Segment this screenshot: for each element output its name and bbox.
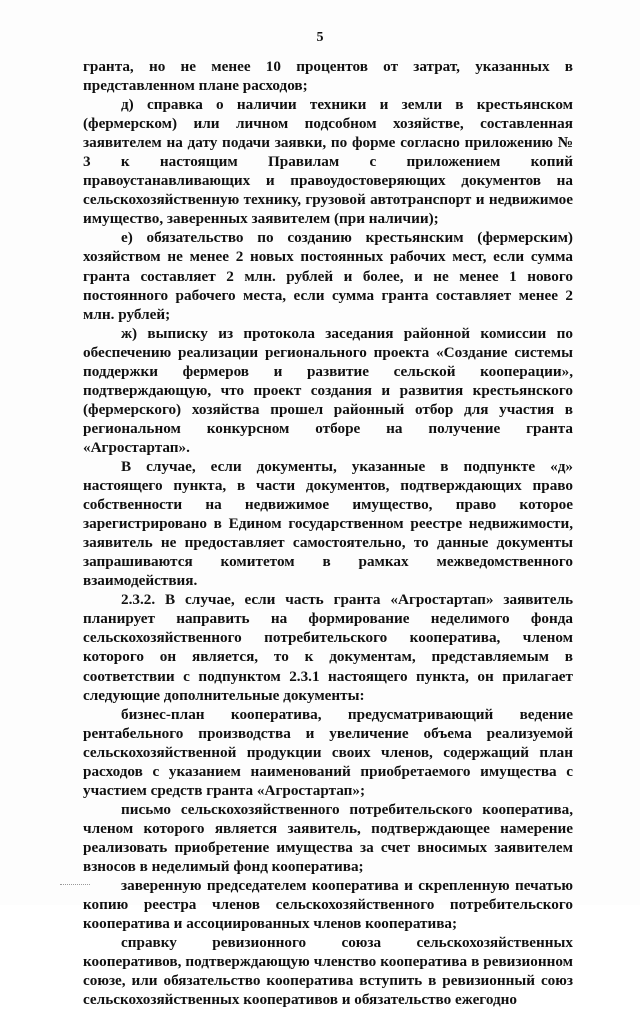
paragraph-item-d: д) справка о наличии техники и земли в крестьянском (фермерском) или личном подсобном хозяйстве, составленная заявителем на дату подачи заявки, по форме согласно приложению № 3 к настоящим Правилам с приложением копий правоустанавливающих и правоудостоверяющих документов на сельскохозяйственную технику, грузовой автотранспорт и недвижимое имущество, заверенных заявителем (при наличии);: [83, 96, 573, 228]
paragraph-interagency-request: В случае, если документы, указанные в подпункте «д» настоящего пункта, в части документов, подтверждающих право собственности на недвижимое имущество, право которое зарегистрировано в Едином государственном реестре недвижимости, заявитель не предоставляет самостоятельно, то данные документы запрашиваются комитетом в рамках межведомственного взаимодействия.: [83, 457, 573, 590]
paragraph-2-3-2: 2.3.2. В случае, если часть гранта «Агростартап» заявитель планирует направить на формирование неделимого фонда сельскохозяйственного потребительского кооператива, членом которого он является, то к документам, представляемым в соответствии с подпунктом 2.3.1 настоящего пункта, он прилагает следующие дополнительные документы:: [83, 591, 573, 704]
paragraph-business-plan: бизнес-план кооператива, предусматривающий ведение рентабельного производства и увеличение объема реализуемой сельскохозяйственной продукции своих членов, содержащий план расходов с указанием наименований приобретаемого имущества с участием средств гранта «Агростартап»;: [83, 705, 573, 799]
scan-artifact: [60, 884, 90, 888]
paragraph-cooperative-letter: письмо сельскохозяйственного потребительского кооператива, членом которого является заявитель, подтверждающее намерение реализовать приобретение имущества за счет вносимых заявителем взносов в неделимый фонд кооператива;: [83, 800, 573, 875]
document-body: [83, 57, 573, 1009]
page-number: 5: [316, 30, 324, 45]
paragraph-item-e: е) обязательство по созданию крестьянским (фермерским) хозяйством не менее 2 новых постоянных рабочих мест, если сумма гранта составляет 2 млн. рублей и более, и не менее 1 нового постоянного рабочего места, если сумма гранта составляет менее 2 млн. рублей;: [83, 229, 573, 323]
paragraph-members-register: заверенную председателем кооператива и скрепленную печатью копию реестра членов сельскохозяйственного потребительского кооператива и ассоциированных членов кооператива;: [83, 877, 573, 933]
paragraph-continuation: гранта, но не менее 10 процентов от затрат, указанных в представленном плане расходов;: [83, 58, 573, 95]
paragraph-audit-union-certificate: справку ревизионного союза сельскохозяйственных кооперативов, подтверждающую членство кооператива в ревизионном союзе, или обязательство кооператива вступить в ревизионный союз сельскохозяйственных кооперативов и обязательство ежегодно: [83, 934, 573, 1009]
paragraph-item-zh: ж) выписку из протокола заседания районной комиссии по обеспечению реализации регионального проекта «Создание системы поддержки фермеров и развитие сельской кооперации», подтверждающую, что проект создания и развития крестьянского (фермерского) хозяйства прошел районный отбор для участия в региональном конкурсном отборе на получение гранта «Агростартап».: [83, 324, 573, 456]
